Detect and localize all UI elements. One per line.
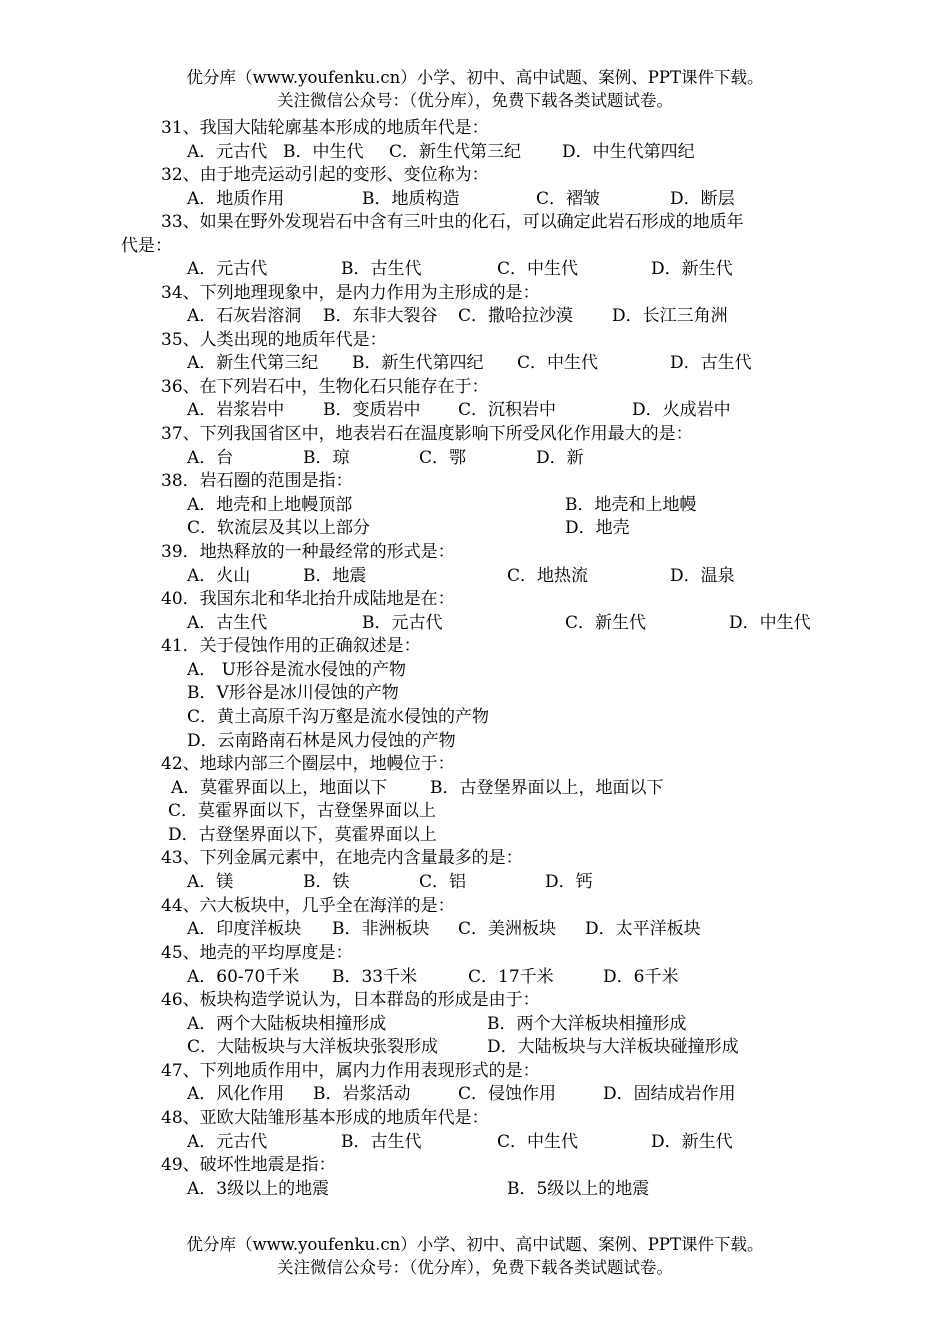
option-d: D．固结成岩作用 — [603, 1084, 736, 1104]
option-d: D．云南路南石林是风力侵蚀的产物 — [187, 731, 456, 751]
question-stem: 33、如果在野外发现岩石中含有三叶虫的化石，可以确定此岩石形成的地质年 — [161, 212, 744, 232]
option-b: B．33千米 — [332, 967, 418, 987]
option-c: C．莫霍界面以下，古登堡界面以上 — [168, 801, 437, 821]
page-footer — [0, 1233, 950, 1279]
option-a: A．石灰岩溶洞 — [187, 306, 302, 326]
option-b: B．岩浆活动 — [313, 1084, 411, 1104]
option-d: D．中生代第四纪 — [562, 142, 695, 162]
option-b: B．琼 — [303, 448, 350, 468]
question-stem: 42、地球内部三个圈层中，地幔位于： — [161, 754, 455, 774]
option-c: C．中生代 — [517, 353, 599, 373]
option-d: D．6千米 — [603, 967, 679, 987]
option-c: C．地热流 — [507, 566, 589, 586]
header-line-1: 优分库（www.youfenku.cn）小学、初中、高中试题、案例、PPT课件下载。 — [186, 68, 764, 87]
question-stem: 37、下列我国省区中，地表岩石在温度影响下所受风化作用最大的是： — [161, 424, 693, 444]
option-b: B．两个大洋板块相撞形成 — [487, 1014, 687, 1034]
question-stem-cont: 代是： — [121, 236, 172, 256]
question-stem: 38．岩石圈的范围是指： — [161, 471, 353, 491]
option-a: A．镁 — [187, 872, 234, 892]
option-a: A．台 — [187, 448, 234, 468]
option-d: D．新生代 — [651, 1132, 733, 1152]
option-b: B．铁 — [303, 872, 350, 892]
option-b: B．V形谷是冰川侵蚀的产物 — [187, 683, 399, 703]
option-a: A．元古代 — [187, 259, 268, 279]
option-b: B．中生代 — [283, 142, 364, 162]
question-stem: 40．我国东北和华北抬升成陆地是在： — [161, 589, 455, 609]
question-stem: 39．地热释放的一种最经常的形式是： — [161, 542, 455, 562]
option-d: D．温泉 — [670, 566, 735, 586]
option-b: B．地质构造 — [362, 189, 460, 209]
option-c: C．大陆板块与大洋板块张裂形成 — [187, 1037, 439, 1057]
option-a: A．古生代 — [187, 613, 268, 633]
option-d: D．古生代 — [670, 353, 752, 373]
option-c: C．中生代 — [497, 259, 579, 279]
option-d: D．断层 — [670, 189, 735, 209]
option-a: A．印度洋板块 — [187, 919, 302, 939]
option-d: D．新生代 — [651, 259, 733, 279]
option-a: A．新生代第三纪 — [187, 353, 319, 373]
option-c: C．侵蚀作用 — [458, 1084, 557, 1104]
footer-line-1: 优分库（www.youfenku.cn）小学、初中、高中试题、案例、PPT课件下载。 — [186, 1235, 764, 1254]
page-header — [0, 66, 950, 112]
question-stem: 44、六大板块中，几乎全在海洋的是： — [161, 896, 455, 916]
option-a: A．元古代 — [187, 1132, 268, 1152]
option-b: B．变质岩中 — [323, 400, 421, 420]
question-stem: 35、人类出现的地质年代是： — [161, 330, 387, 350]
option-a: A．3级以上的地震 — [187, 1179, 330, 1199]
option-d: D．中生代 — [729, 613, 811, 633]
option-a: A．60-70千米 — [187, 967, 300, 987]
question-stem: 31、我国大陆轮廓基本形成的地质年代是： — [161, 118, 489, 138]
option-d: D．大陆板块与大洋板块碰撞形成 — [487, 1037, 739, 1057]
option-c: C．中生代 — [497, 1132, 579, 1152]
option-b: B．地震 — [303, 566, 367, 586]
option-d: D．新 — [536, 448, 584, 468]
option-a: A． U形谷是流水侵蚀的产物 — [187, 660, 407, 680]
question-stem: 49、破坏性地震是指： — [161, 1155, 336, 1175]
option-c: C．黄土高原千沟万壑是流水侵蚀的产物 — [187, 707, 490, 727]
question-stem: 46、板块构造学说认为，日本群岛的形成是由于： — [161, 990, 540, 1010]
option-a: A．地壳和上地幔顶部 — [187, 495, 353, 515]
option-c: C．鄂 — [419, 448, 467, 468]
option-b: B．元古代 — [362, 613, 443, 633]
option-b: B．古生代 — [341, 1132, 422, 1152]
option-c: C．撒哈拉沙漠 — [458, 306, 574, 326]
option-b: B．5级以上的地震 — [507, 1179, 650, 1199]
question-stem: 32、由于地壳运动引起的变形、变位称为： — [161, 165, 489, 185]
option-c: C．新生代 — [565, 613, 647, 633]
option-d: D．地壳 — [565, 518, 630, 538]
option-d: D．长江三角洲 — [612, 306, 728, 326]
option-c: C．褶皱 — [536, 189, 601, 209]
option-c: C．17千米 — [468, 967, 554, 987]
option-a: A．火山 — [187, 566, 251, 586]
option-b: B．古登堡界面以上，地面以下 — [430, 778, 664, 798]
option-c: C．沉积岩中 — [458, 400, 557, 420]
question-stem: 41．关于侵蚀作用的正确叙述是： — [161, 636, 421, 656]
question-stem: 47、下列地质作用中，属内力作用表现形式的是： — [161, 1061, 540, 1081]
question-stem: 43、下列金属元素中，在地壳内含量最多的是： — [161, 848, 523, 868]
option-b: B．古生代 — [341, 259, 422, 279]
option-c: C．美洲板块 — [458, 919, 557, 939]
option-a: A．元古代 — [187, 142, 268, 162]
option-d: D．古登堡界面以下，莫霍界面以上 — [168, 825, 437, 845]
header-line-2: 关注微信公众号：（优分库），免费下载各类试题试卷。 — [277, 91, 673, 110]
option-c: C．新生代第三纪 — [389, 142, 522, 162]
option-a: A．地质作用 — [187, 189, 285, 209]
question-stem: 36、在下列岩石中，生物化石只能存在于： — [161, 377, 489, 397]
option-a: A．风化作用 — [187, 1084, 285, 1104]
option-d: D．火成岩中 — [632, 400, 731, 420]
option-a: A．莫霍界面以上，地面以下 — [171, 778, 388, 798]
option-a: A．岩浆岩中 — [187, 400, 285, 420]
footer-line-2: 关注微信公众号：（优分库），免费下载各类试题试卷。 — [277, 1258, 673, 1277]
option-d: D．太平洋板块 — [585, 919, 701, 939]
option-b: B．新生代第四纪 — [352, 353, 484, 373]
option-b: B．东非大裂谷 — [323, 306, 438, 326]
option-b: B．地壳和上地幔 — [565, 495, 697, 515]
question-stem: 45、地壳的平均厚度是： — [161, 943, 353, 963]
question-stem: 48、亚欧大陆雏形基本形成的地质年代是： — [161, 1108, 489, 1128]
option-b: B．非洲板块 — [332, 919, 430, 939]
option-c: C．铝 — [419, 872, 467, 892]
option-d: D．钙 — [545, 872, 593, 892]
option-a: A．两个大陆板块相撞形成 — [187, 1014, 387, 1034]
option-c: C．软流层及其以上部分 — [187, 518, 371, 538]
question-stem: 34、下列地理现象中，是内力作用为主形成的是： — [161, 283, 540, 303]
